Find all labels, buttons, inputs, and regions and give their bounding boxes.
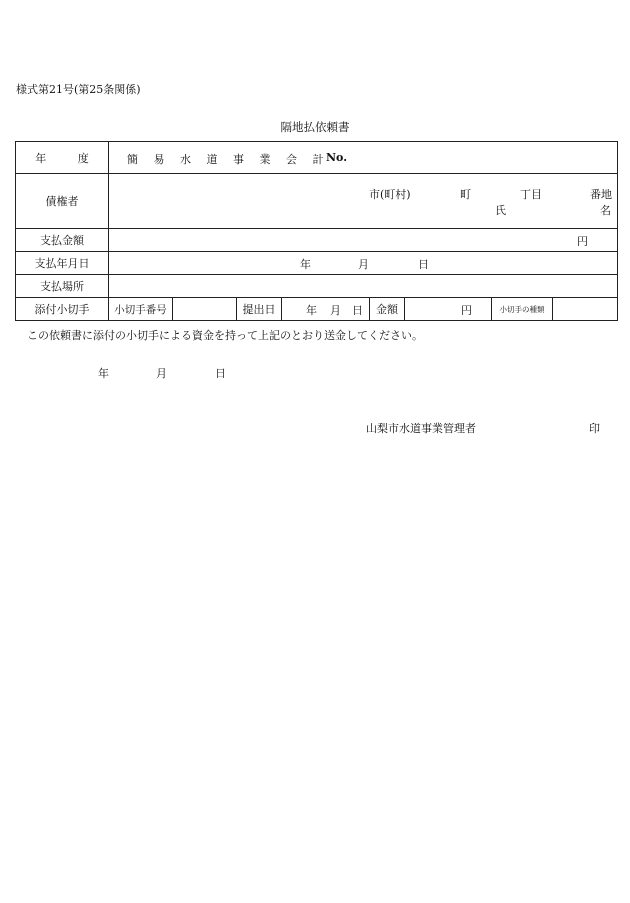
submit-year: 年 [306,304,317,317]
payment-place-value [109,275,618,298]
date-line-month: 月 [156,367,167,380]
account-name: 簡 易 水 道 事 業 会 計 [127,153,330,166]
row-attached-check [16,298,618,321]
request-sentence: この依頼書に添付の小切手による資金を持って上記のとおり送金してください。 [27,329,423,342]
creditor-label: 債権者 [16,174,109,229]
fiscal-year-label: 年 度 [16,142,109,174]
row-payment-date [16,252,618,275]
date-year: 年 [300,258,311,271]
check-number-label: 小切手番号 [109,298,173,321]
banchi-label: 番地 [590,188,612,201]
fiscal-year-value [109,142,618,174]
creditor-value [109,174,618,229]
submit-date-value [282,298,370,321]
town-label: 町 [460,188,471,201]
submit-date-label: 提出日 [237,298,282,321]
row-creditor [16,174,618,229]
amount-yen: 円 [577,235,588,248]
payment-amount-value [109,229,618,252]
date-line-year: 年 [98,367,109,380]
chome-label: 丁目 [520,188,542,201]
form-number: 様式第21号(第25条関係) [16,83,141,96]
payment-date-value [109,252,618,275]
no-label: No. [326,151,348,164]
check-number-value [173,298,237,321]
document-title: 隔地払依頼書 [280,120,350,134]
request-form-table [15,141,618,321]
manager-name: 山梨市水道事業管理者 [366,422,476,435]
payment-amount-label: 支払金額 [16,229,109,252]
seal-mark: 印 [589,422,600,435]
check-type-value [553,298,618,321]
check-yen: 円 [461,304,472,317]
check-amount-value [405,298,492,321]
submit-day: 日 [352,304,363,317]
submit-month: 月 [330,304,341,317]
mei-label: 名 [600,204,611,217]
row-payment-amount [16,229,618,252]
payment-place-label: 支払場所 [16,275,109,298]
attached-check-label: 添付小切手 [16,298,109,321]
row-payment-place [16,275,618,298]
date-day: 日 [418,258,429,271]
check-amount-label: 金額 [370,298,405,321]
date-month: 月 [358,258,369,271]
payment-date-label: 支払年月日 [16,252,109,275]
date-line-day: 日 [215,367,226,380]
city-label: 市(町村) [369,188,411,201]
row-fiscal-year [16,142,618,174]
shi-label: 氏 [495,204,506,217]
check-type-label: 小切手の種類 [492,298,553,321]
